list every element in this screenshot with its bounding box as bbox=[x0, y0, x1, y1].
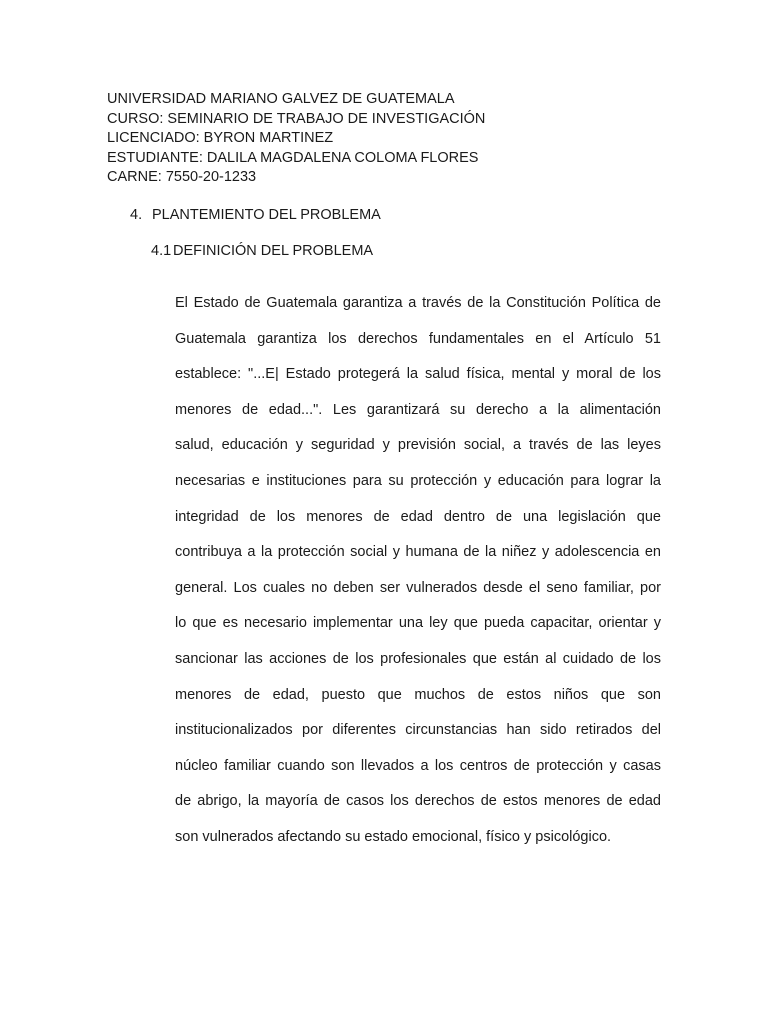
paragraph-line: contribuya a la protección social y humana de la niñez y adolescencia en bbox=[175, 544, 661, 561]
paragraph-line: El Estado de Guatemala garantiza a través de la Constitución Política de bbox=[175, 295, 661, 311]
paragraph-line: menores de edad...". Les garantizará su derecho a la alimentación bbox=[175, 401, 661, 418]
paragraph-line: de abrigo, la mayoría de casos los derechos de estos menores de edad bbox=[175, 793, 661, 810]
student-line: ESTUDIANTE: DALILA MAGDALENA COLOMA FLORES bbox=[107, 149, 479, 166]
paragraph-line: son vulnerados afectando su estado emocional, físico y psicológico. bbox=[175, 828, 612, 845]
paragraph-line: establece: "...E| Estado protegerá la salud física, mental y moral de los bbox=[175, 366, 661, 383]
paragraph-line: general. Los cuales no deben ser vulnerados desde el seno familiar, por bbox=[175, 579, 661, 596]
paragraph-line: institucionalizados por diferentes circunstancias han sido retirados del bbox=[175, 722, 661, 739]
paragraph-line: Guatemala garantiza los derechos fundamentales en el Artículo 51 bbox=[175, 330, 661, 347]
body-paragraph bbox=[175, 286, 661, 856]
paragraph-line: lo que es necesario implementar una ley que pueda capacitar, orientar y bbox=[175, 615, 661, 632]
paragraph-line: núcleo familiar cuando son llevados a los centros de protección y casas bbox=[175, 757, 661, 774]
paragraph-line: sancionar las acciones de los profesionales que están al cuidado de los bbox=[175, 650, 661, 667]
subsection-title: DEFINICIÓN DEL PROBLEMA bbox=[173, 243, 374, 259]
professor-line: LICENCIADO: BYRON MARTINEZ bbox=[107, 130, 334, 147]
section-title: PLANTEMIENTO DEL PROBLEMA bbox=[152, 207, 381, 223]
subsection-heading bbox=[151, 243, 373, 259]
section-number: 4. bbox=[130, 207, 143, 223]
section-heading bbox=[130, 207, 381, 223]
paragraph-line: necesarias e instituciones para su protección y educación para lograr la bbox=[175, 472, 661, 489]
course-line: CURSO: SEMINARIO DE TRABAJO DE INVESTIGACIÓN bbox=[107, 110, 486, 127]
carne-line: CARNE: 7550-20-1233 bbox=[107, 169, 257, 186]
paragraph-line: menores de edad, puesto que muchos de estos niños que son bbox=[175, 686, 661, 703]
university-line: UNIVERSIDAD MARIANO GALVEZ DE GUATEMALA bbox=[107, 91, 455, 107]
subsection-number: 4.1 bbox=[151, 243, 172, 259]
paragraph-line: integridad de los menores de edad dentro de una legislación que bbox=[175, 508, 661, 525]
paragraph-line: salud, educación y seguridad y previsión social, a través de las leyes bbox=[175, 437, 661, 454]
document-header bbox=[107, 90, 485, 188]
